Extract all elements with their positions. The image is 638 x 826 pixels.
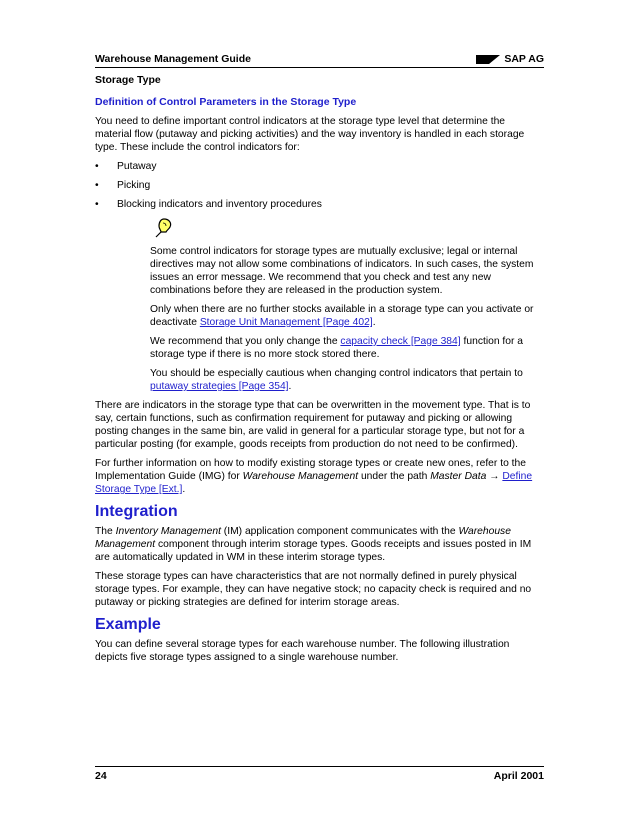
bullet-glyph: • bbox=[95, 199, 99, 210]
note-paragraph: Only when there are no further stocks available in a storage type can you activate or deactivate Storage Unit Management [Page 402]. bbox=[150, 304, 534, 328]
overwrite-paragraph: There are indicators in the storage type that can be overwritten in the movement type. That is to say, certain functions, such as confirmation requirement for putaway and picking or allowing posting changes in the same bin, are valid in general for a particular storage type, but not for a particular posting (for example, goods receipts from production do not need to be confirmed). bbox=[95, 400, 531, 450]
company-brand bbox=[476, 53, 544, 65]
example-paragraph: You can define several storage types for each warehouse number. The following illustration depicts five storage types assigned to a single warehouse number. bbox=[95, 639, 510, 663]
integration-heading: Integration bbox=[95, 503, 178, 520]
definition-heading: Definition of Control Parameters in the Storage Type bbox=[95, 96, 357, 108]
bullet-glyph: • bbox=[95, 161, 99, 172]
guide-title: Warehouse Management Guide bbox=[95, 53, 251, 65]
definition-intro: You need to define important control indicators at the storage type level that determine the material flow (putaway and picking activities) and the way inventory is handled in each storage type. These include the control indicators for: bbox=[95, 116, 525, 153]
example-heading: Example bbox=[95, 616, 161, 633]
page-number: 24 bbox=[95, 770, 107, 782]
further-info-paragraph: For further information on how to modify existing storage types or create new ones, refer to the Implementation Guide (IMG) for Warehouse Management under the path Master Data → Define Storage Type [Ext.]. bbox=[95, 458, 533, 495]
section-label: Storage Type bbox=[95, 74, 161, 86]
capacity-check-link[interactable]: capacity check [Page 384] bbox=[340, 336, 461, 347]
list-item: • Putaway bbox=[95, 161, 157, 172]
sap-logo-icon bbox=[476, 55, 500, 64]
control-indicator-list bbox=[95, 160, 544, 211]
storage-unit-management-link[interactable]: Storage Unit Management [Page 402] bbox=[199, 317, 373, 328]
lightbulb-icon bbox=[150, 217, 174, 239]
list-item: • Blocking indicators and inventory procedures bbox=[95, 199, 322, 210]
company-name: SAP AG bbox=[504, 53, 544, 65]
define-storage-type-link[interactable]: Define Storage Type [Ext.] bbox=[95, 471, 533, 495]
list-item: • Picking bbox=[95, 180, 151, 191]
main-content bbox=[95, 96, 544, 670]
note-block bbox=[150, 217, 544, 393]
note-paragraph: Some control indicators for storage types are mutually exclusive; legal or internal directives may not allow some combinations of indicators. In such cases, the system issues an error message. We recommend that you check and test any new combinations before they are released in the production system. bbox=[150, 246, 534, 296]
integration-paragraph: These storage types can have characteristics that are not normally defined in purely physical storage types. For example, they can have negative stock; no capacity check is required and no putaway or picking strategies are defined for interim storage areas. bbox=[95, 571, 532, 608]
integration-paragraph: The Inventory Management (IM) application component communicates with the Warehouse Management component through interim storage types. Goods receipts and issues posted in IM are automatically updated in WM in these interim storage types. bbox=[95, 526, 532, 563]
bullet-glyph: • bbox=[95, 180, 99, 191]
arrow-icon: → bbox=[486, 471, 503, 482]
page-footer bbox=[95, 766, 544, 782]
putaway-strategies-link[interactable]: putaway strategies [Page 354] bbox=[150, 381, 289, 392]
page-header bbox=[95, 53, 544, 68]
note-paragraph: We recommend that you only change the capacity check [Page 384] function for a storage type if there is no more stock stored there. bbox=[150, 336, 524, 360]
publication-date: April 2001 bbox=[493, 770, 544, 782]
note-paragraph: You should be especially cautious when changing control indicators that pertain to putaway strategies [Page 354]. bbox=[150, 368, 523, 392]
